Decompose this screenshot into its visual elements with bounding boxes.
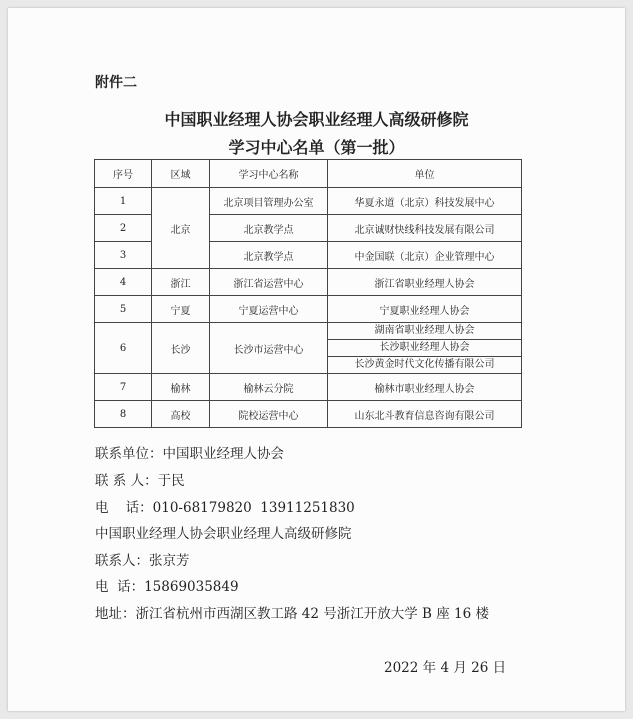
cell-no: 7 (95, 374, 152, 401)
cell-region: 浙江 (152, 269, 210, 296)
cell-region: 宁夏 (152, 296, 210, 323)
cell-unit: 浙江省职业经理人协会 (328, 269, 522, 296)
cell-unit: 榆林市职业经理人协会 (328, 374, 522, 401)
document-title: 中国职业经理人协会职业经理人高级研修院 (164, 110, 469, 129)
cell-unit: 中金国联（北京）企业管理中心 (328, 242, 522, 269)
unit-sub-item: 长沙黄金时代文化传播有限公司 (354, 359, 495, 370)
cell-region: 高校 (152, 401, 210, 428)
organization-name: 中国职业经理人协会职业经理人高级研修院 (95, 526, 352, 542)
unit-sub-item: 长沙职业经理人协会 (328, 340, 521, 357)
cell-no: 5 (95, 296, 152, 323)
cell-center: 院校运营中心 (210, 401, 328, 428)
cell-no: 2 (95, 215, 152, 242)
contact-unit: 联系单位：中国职业经理人协会 (95, 446, 284, 462)
cell-center: 榆林云分院 (210, 374, 328, 401)
attachment-label: 附件二 (95, 75, 137, 91)
cell-no: 4 (95, 269, 152, 296)
cell-center: 北京项目管理办公室 (210, 188, 328, 215)
table-row (95, 374, 522, 401)
cell-no: 1 (95, 188, 152, 215)
cell-center: 北京教学点 (210, 215, 328, 242)
cell-no: 8 (95, 401, 152, 428)
contact-phone: 电 话：010-68179820 13911251830 (95, 500, 355, 516)
document-page (8, 8, 625, 711)
learning-center-table (94, 159, 522, 428)
header-no: 序号 (95, 160, 152, 188)
header-center: 学习中心名称 (210, 160, 328, 188)
cell-center: 长沙市运营中心 (210, 323, 328, 374)
table-row (95, 401, 522, 428)
table-row (95, 188, 522, 215)
unit-sub-item: 湖南省职业经理人协会 (328, 323, 521, 340)
cell-region: 北京 (152, 188, 210, 269)
cell-unit: 北京诚财快线科技发展有限公司 (328, 215, 522, 242)
document-subtitle: 学习中心名单（第一批） (228, 138, 405, 157)
contact-person: 联 系 人：于民 (95, 473, 185, 489)
contact-person-2: 联系人：张京芳 (95, 553, 190, 569)
cell-unit-group (328, 323, 522, 374)
cell-unit: 山东北斗教育信息咨询有限公司 (328, 401, 522, 428)
contact-phone-2: 电 话：15869035849 (95, 579, 239, 595)
cell-center: 浙江省运营中心 (210, 269, 328, 296)
document-date: 2022 年 4 月 26 日 (384, 660, 507, 676)
header-unit: 单位 (328, 160, 522, 188)
header-region: 区域 (152, 160, 210, 188)
cell-region: 榆林 (152, 374, 210, 401)
address: 地址：浙江省杭州市西湖区教工路 42 号浙江开放大学 B 座 16 楼 (95, 606, 490, 622)
table-row (95, 269, 522, 296)
table-row (95, 323, 522, 374)
cell-center: 北京教学点 (210, 242, 328, 269)
cell-unit: 华夏永道（北京）科技发展中心 (328, 188, 522, 215)
table-header-row (95, 160, 522, 188)
table-row (95, 296, 522, 323)
cell-region: 长沙 (152, 323, 210, 374)
cell-unit: 宁夏职业经理人协会 (328, 296, 522, 323)
cell-no: 3 (95, 242, 152, 269)
cell-no: 6 (95, 323, 152, 374)
cell-center: 宁夏运营中心 (210, 296, 328, 323)
